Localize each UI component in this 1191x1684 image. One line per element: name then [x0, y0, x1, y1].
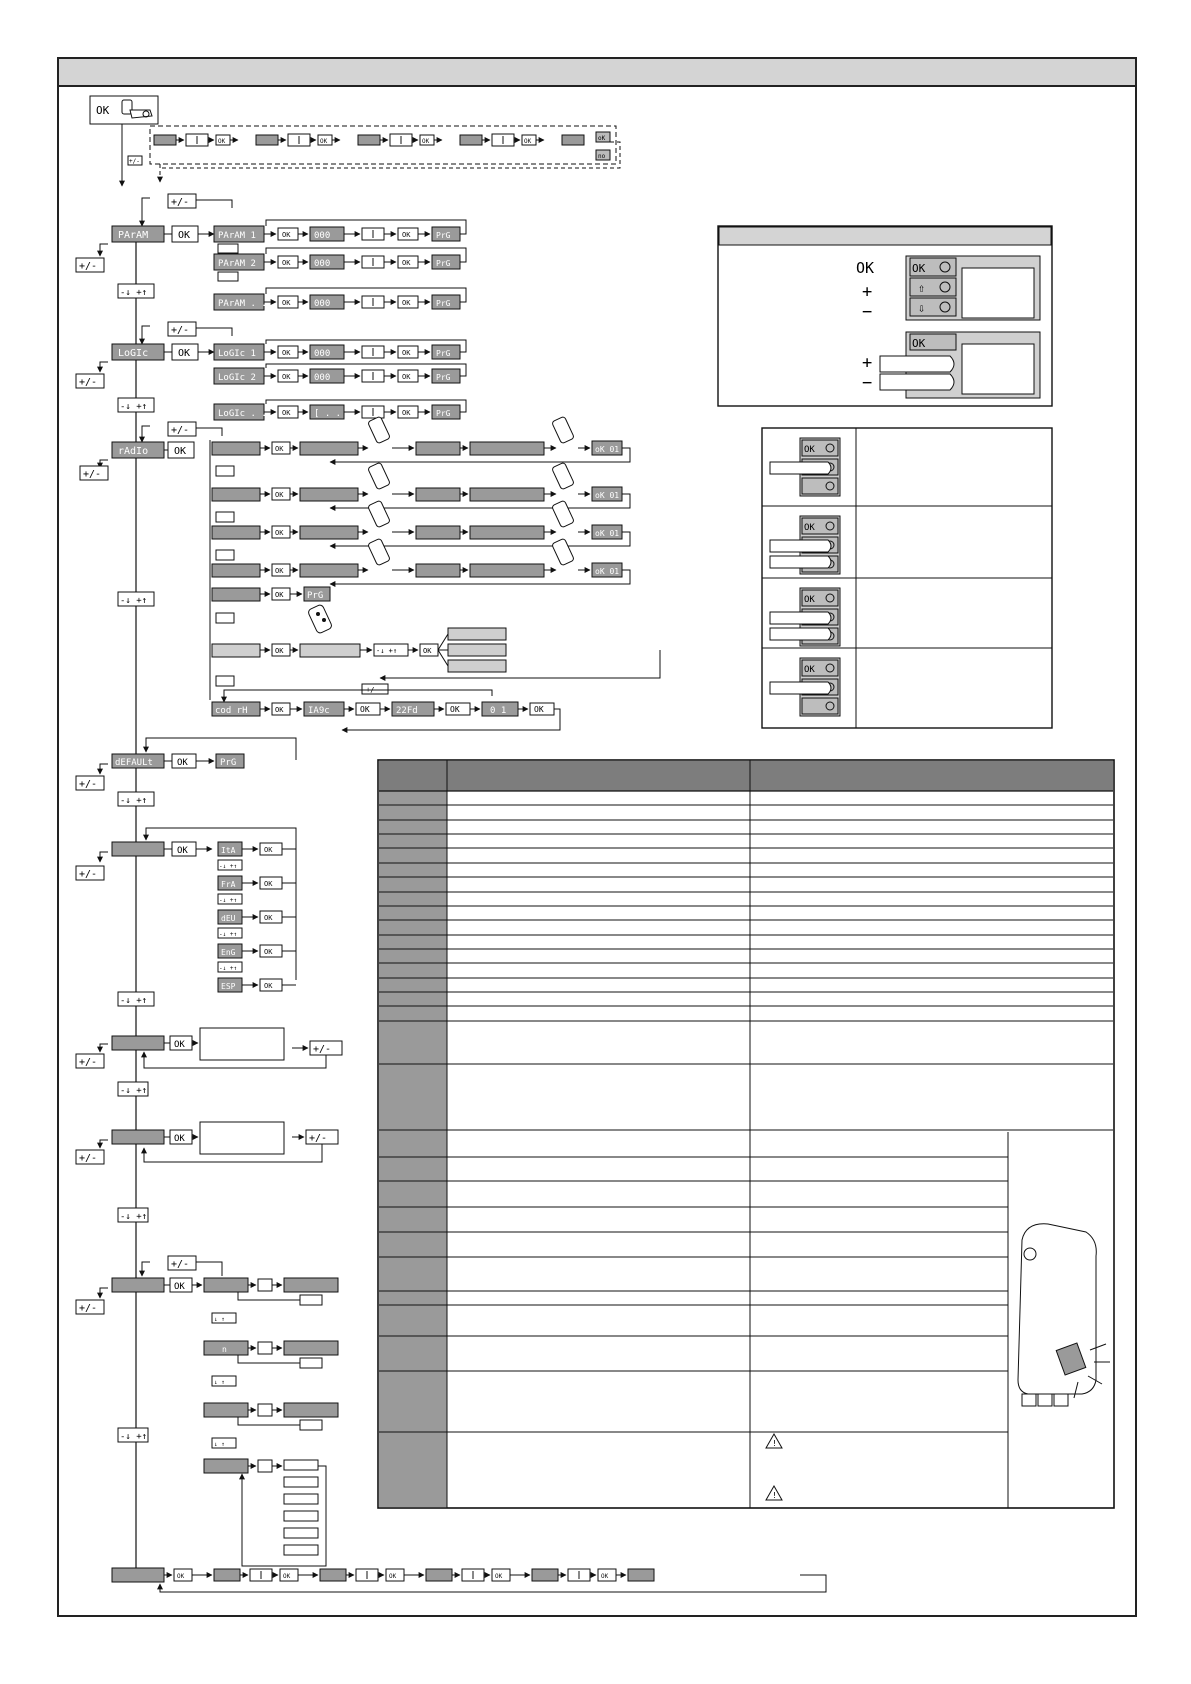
label-text: EnG: [221, 948, 236, 957]
label-text: PrG: [436, 231, 451, 240]
label-text: -↓ +↑: [219, 897, 238, 904]
info1-downup: -↓ +↑: [120, 1086, 148, 1096]
default-display: dEFAULt: [115, 758, 153, 768]
autoset-option-box: [284, 1545, 318, 1555]
code-rx-ok-2: OK: [360, 705, 370, 714]
label-text: OK: [524, 138, 532, 145]
radio-side-plusminus: +/-: [83, 469, 102, 480]
keypad-ok-key: [910, 258, 956, 276]
chain-step-box: [214, 1569, 240, 1581]
downup-mini: [218, 272, 238, 281]
label-text: PArAM 2: [218, 259, 256, 269]
radio-prg: PrG: [307, 591, 324, 601]
label-text: OK: [282, 231, 291, 239]
radio-step-box: [300, 488, 358, 501]
label-text: PrG: [436, 349, 451, 358]
label-text: oK 01: [595, 445, 620, 454]
downup-mini: [216, 512, 234, 522]
finger-icon: [770, 556, 831, 568]
label-text: OK: [282, 349, 291, 357]
downup-mini: [216, 550, 234, 560]
logic-plusminus: +/-: [171, 325, 190, 336]
label-text: OK: [402, 231, 411, 239]
language-side-plusminus: +/-: [79, 869, 98, 880]
radio-group: [80, 416, 660, 730]
keypad2-ok-label: OK: [912, 337, 926, 350]
menu-step-box: [562, 135, 584, 145]
radio-step-box: [416, 526, 460, 539]
autoset-side-plusminus: +/-: [79, 1303, 98, 1314]
language-downup: -↓ +↑: [120, 996, 148, 1006]
svg-text:!: !: [772, 1439, 777, 1448]
radio-ok: OK: [174, 446, 187, 457]
label-text: ↓ ↑: [214, 1379, 225, 1386]
code-rx-step-2: 22Fd: [396, 706, 418, 716]
hint-plusminus: +/-: [129, 158, 140, 165]
label-text: oK 01: [595, 491, 620, 500]
hint-no: no: [598, 153, 606, 160]
radio-step-box: [416, 442, 460, 455]
label-text: n: [222, 1345, 227, 1354]
radio-prg-ok: OK: [275, 591, 284, 599]
radio-step-box: [300, 526, 358, 539]
label-text: [ . . ]: [314, 409, 352, 419]
remote-control-icon: [368, 462, 391, 490]
radio-item-box: [212, 442, 260, 455]
label-text: ↓ ↑: [214, 1441, 225, 1448]
keys-panel: [718, 226, 1052, 406]
label-text: PArAM . . .: [218, 299, 278, 309]
label-text: 000: [314, 231, 331, 241]
label-text: 000: [314, 259, 331, 269]
logic-display: LoGIc: [118, 348, 149, 359]
param-display: PArAM: [118, 230, 149, 241]
autoset-sub-box: [300, 1295, 322, 1305]
radio-learn-ok: OK: [275, 647, 284, 655]
autoset-option-box: [284, 1528, 318, 1538]
info2-plusminus: +/-: [309, 1133, 328, 1144]
label-text: OK: [282, 299, 291, 307]
legend-plus: +: [862, 282, 873, 302]
logic-ok: OK: [178, 348, 191, 359]
autoset-step-box: [204, 1403, 248, 1417]
radio-step-box: [300, 442, 358, 455]
downup-mini: [218, 244, 238, 253]
label-text: FrA: [221, 880, 236, 889]
downup-mini: [216, 466, 234, 476]
start-block: [90, 96, 620, 186]
label-text: OK: [601, 1573, 609, 1580]
remote-control-icon: [307, 604, 332, 634]
label-text: LoGIc 1: [218, 349, 256, 359]
legend-minus-2: −: [862, 373, 873, 393]
autoset-option-box: [284, 1477, 318, 1487]
start-ok-label: OK: [96, 104, 110, 117]
label-text: OK: [264, 948, 273, 956]
label-text: OK: [264, 846, 273, 854]
loop-path: [238, 1292, 300, 1300]
autoset-small-box: [258, 1460, 272, 1472]
legend-ok: OK: [856, 259, 875, 277]
keypad-ok-label: OK: [804, 665, 815, 675]
keypad-down-key: [910, 298, 956, 316]
label-text: OK: [275, 529, 284, 537]
label-text: PrG: [436, 409, 451, 418]
autoset-small-box: [258, 1404, 272, 1416]
motor-unit-illustration: [1018, 1224, 1110, 1406]
finger-icon: [770, 612, 831, 624]
code-rx-step-3: 0 1: [490, 706, 507, 716]
info2-downup: -↓ +↑: [120, 1212, 148, 1222]
logic-group: [76, 322, 466, 420]
radio-step-box: [470, 488, 544, 501]
autoset-step-box: [204, 1459, 248, 1473]
finger-icon: [770, 462, 831, 474]
autoset-option-box: [284, 1460, 318, 1470]
label-text: OK: [402, 259, 411, 267]
label-text: OK: [402, 409, 411, 417]
label-text: OK: [282, 409, 291, 417]
radio-step-box: [470, 564, 544, 577]
autoset-sub-box: [300, 1358, 322, 1368]
radio-downup: -↓ +↑: [120, 596, 148, 606]
label-text: OK: [495, 1573, 503, 1580]
remote-control-icon: [552, 538, 575, 566]
default-downup: -↓ +↑: [120, 796, 148, 806]
autoset-small-box: [258, 1279, 272, 1291]
label-text: OK: [402, 373, 411, 381]
code-rx-ok: OK: [275, 706, 284, 714]
autoset-result-box: [284, 1341, 338, 1355]
loop-path: [238, 1355, 300, 1363]
autoset-sub-box: [300, 1420, 322, 1430]
label-text: oK 01: [595, 529, 620, 538]
label-text: ItA: [221, 846, 236, 855]
finger-icon: [770, 540, 831, 552]
label-text: -↓ +↑: [219, 863, 238, 870]
param-downup: -↓ +↑: [120, 288, 148, 298]
radio-code-rx: cod rH: [215, 706, 248, 716]
radio-step-box: [416, 564, 460, 577]
radio-item-box: [212, 564, 260, 577]
param-group: [76, 194, 466, 310]
info1-ok: OK: [174, 1040, 185, 1050]
default-prg: PrG: [220, 758, 237, 768]
info-group-2: [76, 1122, 338, 1222]
loop-path: [238, 1417, 300, 1425]
finger-icon: [770, 628, 831, 640]
label-text: 000: [314, 373, 331, 383]
param-plusminus: +/-: [171, 197, 190, 208]
chain-step-box: [532, 1569, 558, 1581]
keypad-ok-label: OK: [912, 262, 926, 275]
radio-plusminus: +/-: [171, 425, 190, 436]
label-text: dEU: [221, 914, 236, 923]
label-text: OK: [320, 138, 328, 145]
code-rx-ok-3: OK: [450, 705, 460, 714]
remote-control-icon: [368, 538, 391, 566]
info1-plusminus: +/-: [313, 1044, 332, 1055]
legend-minus: −: [862, 302, 873, 322]
autoset-result-box: [284, 1278, 338, 1292]
chain-step-box: [628, 1569, 654, 1581]
label-text: OK: [218, 138, 226, 145]
autoset-option-box: [284, 1511, 318, 1521]
language-ok: OK: [177, 846, 188, 856]
label-text: OK: [422, 138, 430, 145]
autoset-small-box: [258, 1342, 272, 1354]
info-group-1: [76, 1028, 342, 1096]
hint-ok: oK: [598, 135, 606, 142]
label-text: -↓ +↑: [219, 931, 238, 938]
label-text: PArAM 1: [218, 231, 256, 241]
autoset-ok: OK: [174, 1282, 185, 1292]
keypad-ok-label: OK: [804, 523, 815, 533]
menu-step-box: [460, 135, 482, 145]
label-text: OK: [282, 259, 291, 267]
autoset-downup: -↓ +↑: [120, 1432, 148, 1442]
label-text: LoGIc . . .: [218, 409, 278, 419]
svg-text:!: !: [772, 1491, 777, 1500]
menu-step-box: [256, 135, 278, 145]
label-text: OK: [402, 299, 411, 307]
radio-learn-ok2: OK: [423, 647, 432, 655]
label-text: OK: [275, 491, 284, 499]
radio-item-box: [212, 488, 260, 501]
label-text: OK: [264, 914, 273, 922]
default-ok: OK: [177, 758, 188, 768]
logic-side-plusminus: +/-: [79, 377, 98, 388]
default-side-plusminus: +/-: [79, 779, 98, 790]
language-group: [76, 828, 296, 1006]
parameter-table: [378, 760, 1114, 1508]
remote-control-icon: [552, 416, 575, 444]
radio-display: rAdIo: [118, 446, 149, 457]
menu-step-box: [358, 135, 380, 145]
radio-item-box: [212, 526, 260, 539]
info1-side-plusminus: +/-: [79, 1057, 98, 1068]
info2-side-plusminus: +/-: [79, 1153, 98, 1164]
radio-learn-downup: -↓ +↑: [376, 647, 398, 655]
info2-ok: OK: [174, 1134, 185, 1144]
label-text: OK: [389, 1573, 397, 1580]
label-text: -↓ +↑: [219, 965, 238, 972]
svg-text:⇧: ⇧: [918, 281, 926, 295]
remote-control-icon: [552, 462, 575, 490]
label-text: ↓ ↑: [214, 1316, 225, 1323]
chain-step-box: [320, 1569, 346, 1581]
radio-step-box: [470, 526, 544, 539]
default-group: [76, 738, 296, 806]
label-text: OK: [402, 349, 411, 357]
radio-step-box: [300, 564, 358, 577]
finger-icon: [770, 682, 831, 694]
label-text: PrG: [436, 373, 451, 382]
code-rx-step-1: IA9c: [308, 706, 330, 716]
keypad-ok-label: OK: [804, 595, 815, 605]
param-ok: OK: [178, 230, 191, 241]
label-text: OK: [275, 567, 284, 575]
autoset-option-box: [284, 1494, 318, 1504]
logic-downup: -↓ +↑: [120, 402, 148, 412]
label-text: OK: [283, 1573, 291, 1580]
code-rx-ok-4: OK: [534, 705, 544, 714]
label-text: ESP: [221, 982, 236, 991]
remote-control-icon: [368, 416, 391, 444]
param-side-plusminus: +/-: [79, 261, 98, 272]
keypad-ok-label: OK: [804, 445, 815, 455]
label-text: LoGIc 2: [218, 373, 256, 383]
label-text: OK: [264, 982, 273, 990]
label-text: 000: [314, 349, 331, 359]
remote-control-icon: [552, 500, 575, 528]
chain-step-box: [426, 1569, 452, 1581]
label-text: PrG: [436, 299, 451, 308]
svg-text:⇩: ⇩: [918, 301, 926, 315]
radio-step-box: [416, 488, 460, 501]
label-text: OK: [177, 1573, 185, 1580]
keypad-key: [802, 698, 838, 714]
keypad-key: [802, 478, 838, 494]
bottom-chain: [112, 1568, 826, 1592]
label-text: OK: [282, 373, 291, 381]
remote-control-icon: [368, 500, 391, 528]
label-text: OK: [264, 880, 273, 888]
autoset-group: [76, 1256, 338, 1566]
label-text: 000: [314, 299, 331, 309]
label-text: PrG: [436, 259, 451, 268]
label-text: OK: [275, 445, 284, 453]
radio-step-box: [470, 442, 544, 455]
autoset-result-box: [284, 1403, 338, 1417]
key-combo-panel: [762, 428, 1052, 728]
autoset-step-box: [204, 1278, 248, 1292]
label-text: oK 01: [595, 567, 620, 576]
menu-step-box: [154, 135, 176, 145]
legend-plus-2: +: [862, 353, 873, 373]
radio-learn-plusminus: +/-: [366, 686, 379, 694]
autoset-plusminus: +/-: [171, 1259, 190, 1270]
keypad-up-key: [910, 278, 956, 296]
